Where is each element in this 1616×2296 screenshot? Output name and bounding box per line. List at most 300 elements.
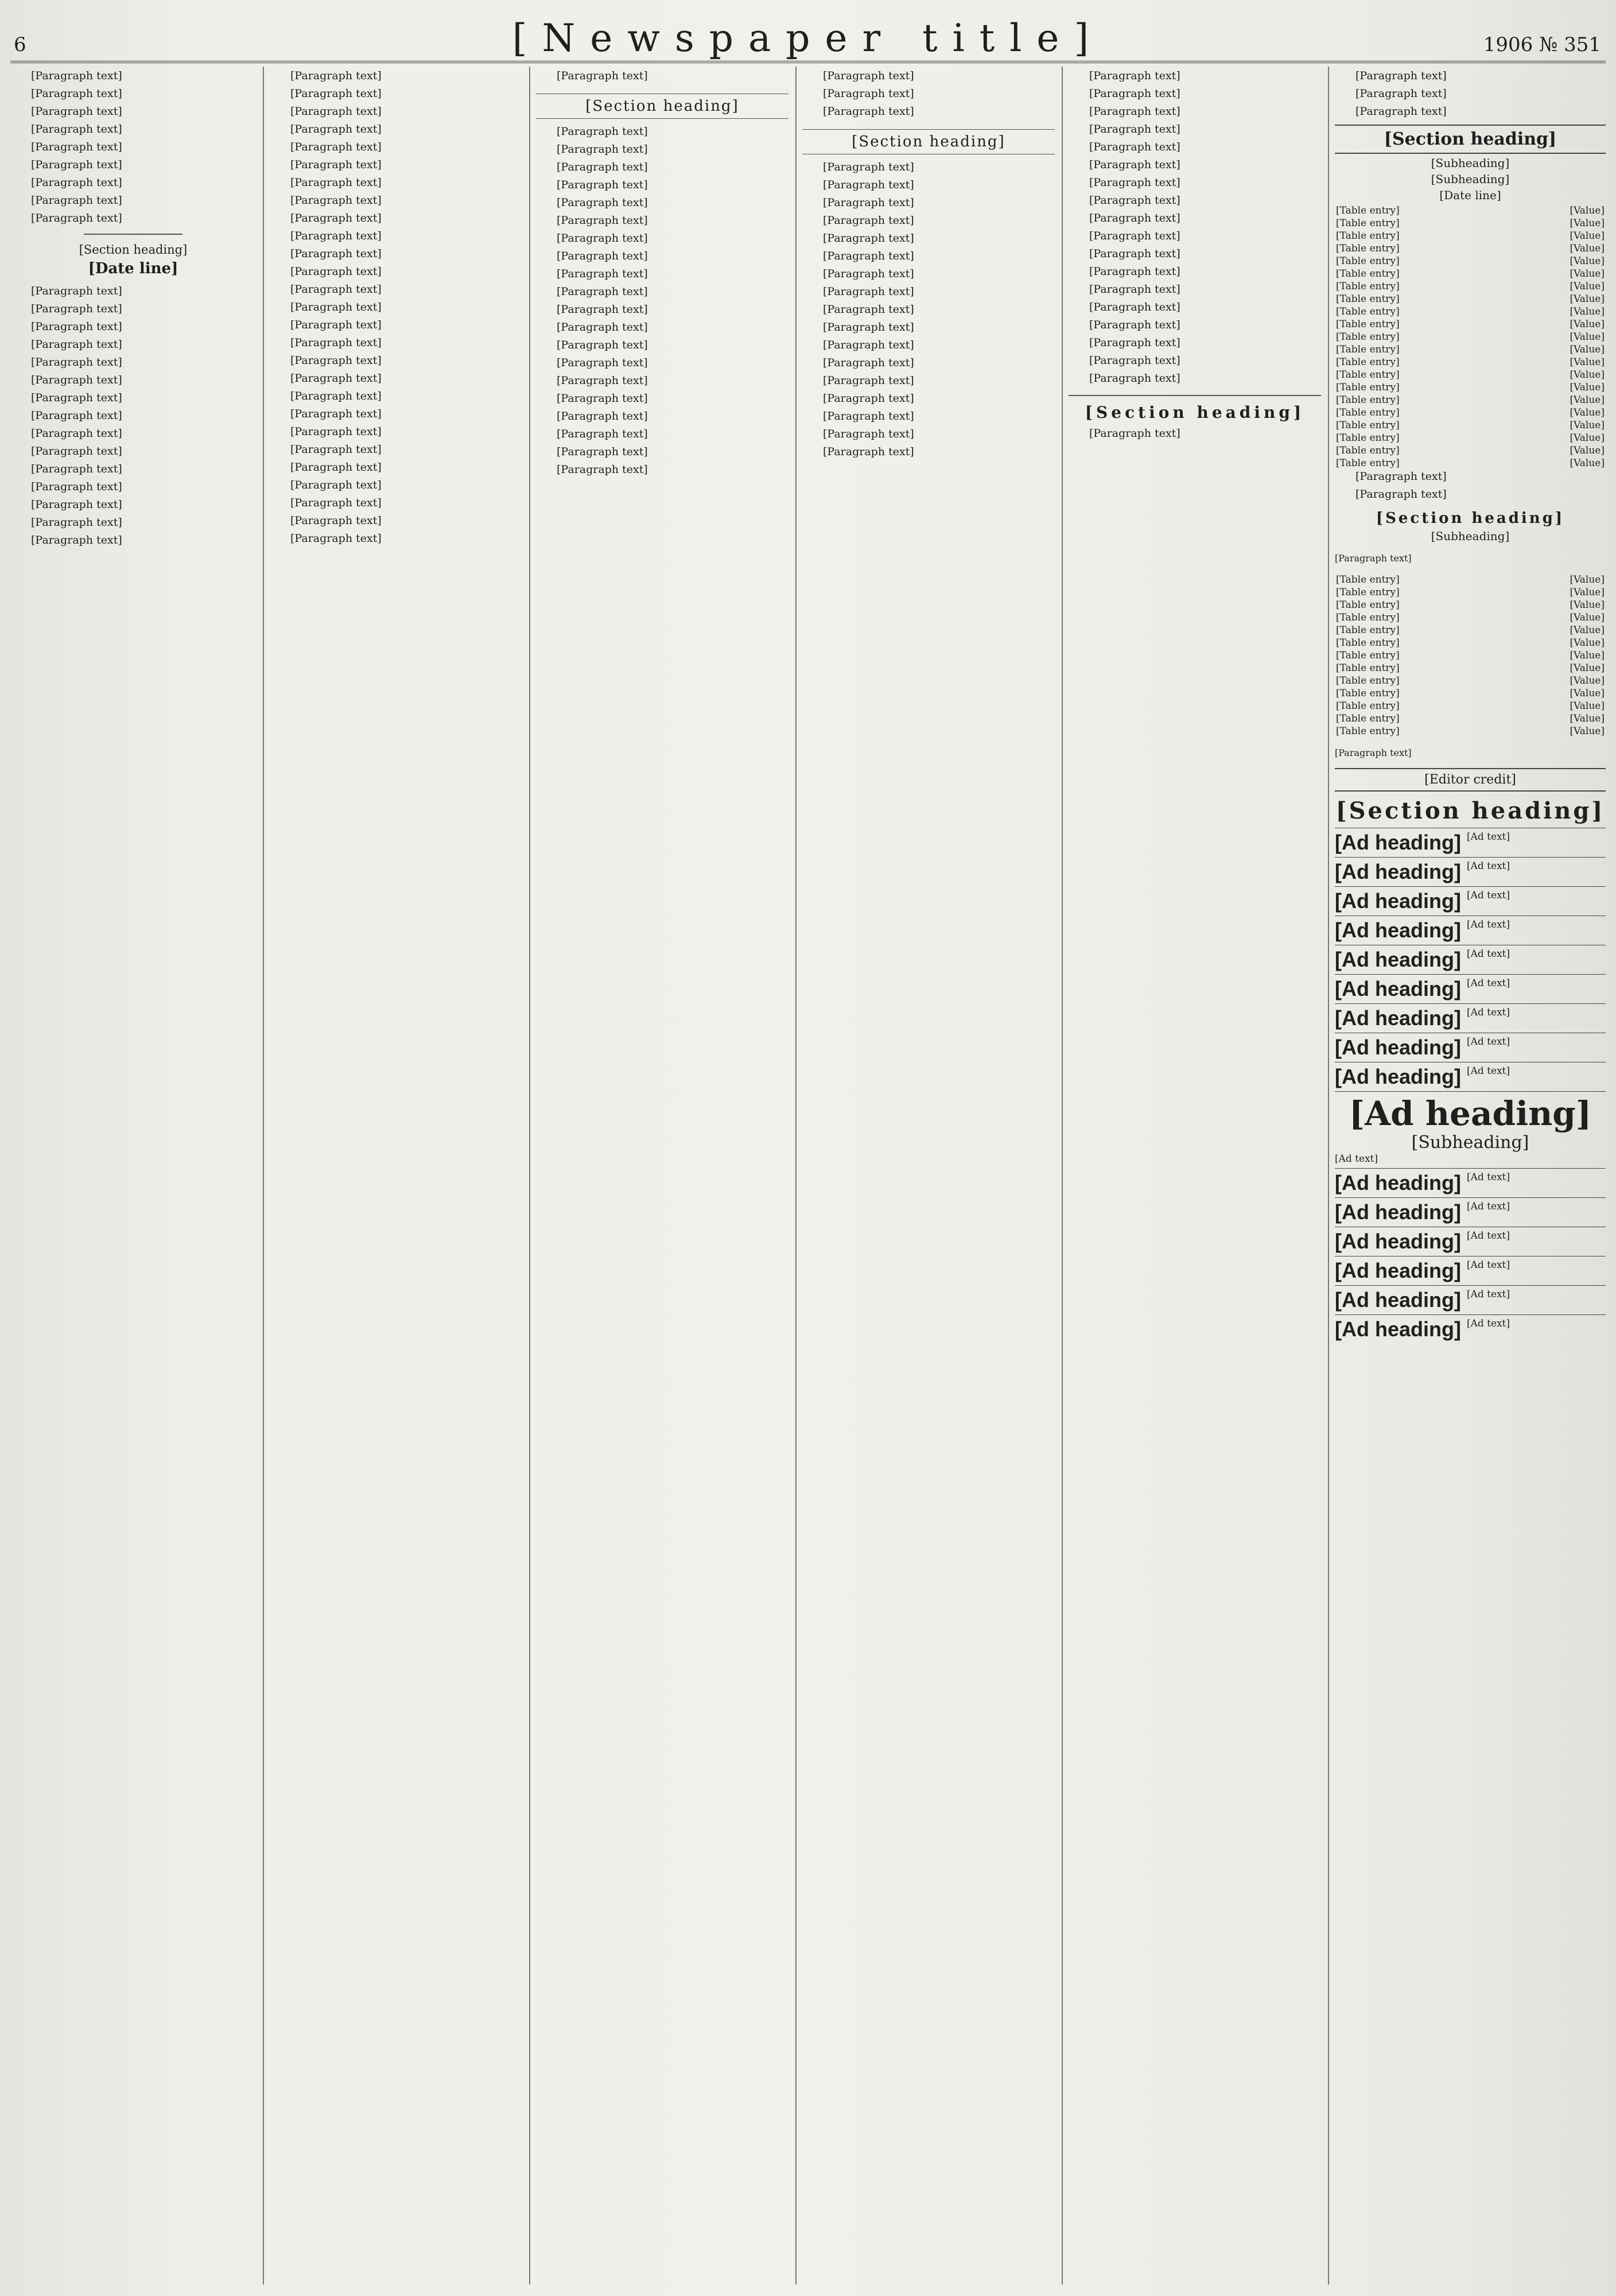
ad-heading: [Ad heading] — [1335, 948, 1461, 971]
article-paragraph: [Paragraph text] — [290, 497, 382, 509]
article-paragraph: [Paragraph text] — [290, 408, 382, 420]
ad-text: [Ad text] — [1466, 1318, 1510, 1329]
column-5 — [1069, 69, 1321, 2285]
exchange-table — [1335, 204, 1606, 470]
editor-credit: [Editor credit] — [1335, 768, 1606, 792]
article-paragraph: [Paragraph text] — [823, 303, 914, 316]
classified-ad — [1335, 1227, 1606, 1256]
weather-parameter: [Table entry] — [1336, 637, 1400, 649]
article-paragraph: [Paragraph text] — [1355, 87, 1447, 100]
security-quote: [Value] — [1570, 281, 1605, 292]
classified-ad — [1335, 1314, 1606, 1344]
article-paragraph: [Paragraph text] — [823, 179, 914, 191]
security-quote: [Value] — [1570, 344, 1605, 355]
article-paragraph: [Paragraph text] — [557, 161, 648, 173]
table-row — [1335, 267, 1606, 280]
weather-parameter: [Table entry] — [1336, 713, 1400, 724]
weather-values: [Value] — [1570, 688, 1605, 699]
article-paragraph: [Paragraph text] — [557, 463, 648, 476]
article-paragraph: [Paragraph text] — [31, 480, 122, 493]
table-row — [1335, 624, 1606, 637]
article-paragraph: [Paragraph text] — [31, 158, 122, 171]
ad-text: [Ad text] — [1466, 890, 1510, 901]
article-paragraph: [Paragraph text] — [31, 212, 122, 224]
table-row — [1335, 662, 1606, 674]
security-quote: [Value] — [1570, 432, 1605, 444]
security-name: [Table entry] — [1336, 445, 1400, 456]
ad-text: [Ad text] — [1466, 1289, 1510, 1300]
article-paragraph: [Paragraph text] — [557, 321, 648, 333]
article-paragraph: [Paragraph text] — [557, 214, 648, 227]
article-paragraph: [Paragraph text] — [557, 356, 648, 369]
security-quote: [Value] — [1570, 407, 1605, 418]
article-paragraph: [Paragraph text] — [1089, 354, 1180, 367]
security-quote: [Value] — [1570, 382, 1605, 393]
article-paragraph: [Paragraph text] — [557, 267, 648, 280]
classified-ad — [1335, 974, 1606, 1003]
rent-ad-text: [Ad text] — [1335, 1153, 1378, 1165]
security-name: [Table entry] — [1336, 281, 1400, 292]
article-paragraph: [Paragraph text] — [290, 176, 382, 189]
article-paragraph: [Paragraph text] — [1089, 212, 1180, 224]
ad-heading: [Ad heading] — [1335, 860, 1461, 883]
weather-values: [Value] — [1570, 599, 1605, 611]
classified-ad — [1335, 828, 1606, 857]
article-paragraph: [Paragraph text] — [557, 339, 648, 351]
weather-values: [Value] — [1570, 675, 1605, 687]
table-row — [1335, 331, 1606, 343]
article-paragraph: [Paragraph text] — [290, 514, 382, 527]
article-paragraph: [Paragraph text] — [823, 214, 914, 227]
article-paragraph: [Paragraph text] — [31, 338, 122, 351]
classified-ad — [1335, 1168, 1606, 1197]
table-row — [1335, 255, 1606, 267]
article-paragraph: [Paragraph text] — [290, 532, 382, 545]
classified-ad — [1335, 886, 1606, 916]
article-paragraph: [Paragraph text] — [31, 69, 122, 82]
column-rule — [1062, 67, 1063, 2285]
article-paragraph: [Paragraph text] — [31, 87, 122, 100]
weather-values: [Value] — [1570, 662, 1605, 674]
table-row — [1335, 356, 1606, 369]
issue-number: 1906 № 351 — [1483, 33, 1601, 56]
article-paragraph: [Paragraph text] — [31, 141, 122, 153]
weather-values: [Value] — [1570, 637, 1605, 649]
security-quote: [Value] — [1570, 230, 1605, 242]
article-paragraph: [Paragraph text] — [1355, 105, 1447, 118]
weather-values: [Value] — [1570, 587, 1605, 598]
security-name: [Table entry] — [1336, 230, 1400, 242]
security-name: [Table entry] — [1336, 432, 1400, 444]
article-paragraph: [Paragraph text] — [557, 285, 648, 298]
reference-subtitle: [Subheading] — [1431, 156, 1510, 170]
article-paragraph: [Paragraph text] — [290, 372, 382, 385]
table-row — [1335, 230, 1606, 242]
security-quote: [Value] — [1570, 457, 1605, 469]
security-name: [Table entry] — [1336, 394, 1400, 406]
article-paragraph: [Paragraph text] — [290, 194, 382, 207]
article-paragraph: [Paragraph text] — [1089, 123, 1180, 135]
reference-title: [Section heading] — [1335, 125, 1606, 154]
security-quote: [Value] — [1570, 356, 1605, 368]
article-paragraph: [Paragraph text] — [290, 158, 382, 171]
column-rule — [1328, 67, 1329, 2285]
article-paragraph: [Paragraph text] — [1089, 319, 1180, 331]
ad-heading: [Ad heading] — [1335, 1065, 1461, 1088]
ad-heading: [Ad heading] — [1335, 1006, 1461, 1030]
article-paragraph: [Paragraph text] — [31, 498, 122, 511]
column-3 — [536, 69, 788, 2285]
classified-ad — [1335, 1003, 1606, 1033]
article-paragraph: [Paragraph text] — [823, 285, 914, 298]
article-paragraph: [Paragraph text] — [290, 301, 382, 313]
classified-ad — [1335, 1033, 1606, 1062]
ad-text: [Ad text] — [1466, 978, 1510, 989]
security-name: [Table entry] — [1336, 407, 1400, 418]
security-quote: [Value] — [1570, 306, 1605, 317]
ad-text: [Ad text] — [1466, 948, 1510, 960]
weather-values: [Value] — [1570, 650, 1605, 661]
security-name: [Table entry] — [1336, 218, 1400, 229]
security-name: [Table entry] — [1336, 243, 1400, 254]
security-quote: [Value] — [1570, 319, 1605, 330]
table-row — [1335, 674, 1606, 687]
weather-parameter: [Table entry] — [1336, 688, 1400, 699]
security-quote: [Value] — [1570, 394, 1605, 406]
table-row — [1335, 444, 1606, 457]
article-paragraph: [Paragraph text] — [31, 176, 122, 189]
ad-heading: [Ad heading] — [1335, 1317, 1461, 1341]
ad-heading: [Ad heading] — [1335, 1200, 1461, 1224]
ad-heading: [Ad heading] — [1335, 831, 1461, 854]
security-quote: [Value] — [1570, 243, 1605, 254]
security-quote: [Value] — [1570, 369, 1605, 381]
ad-text: [Ad text] — [1466, 1201, 1510, 1212]
article-paragraph: [Paragraph text] — [557, 232, 648, 245]
table-row — [1335, 712, 1606, 725]
ad-heading: [Ad heading] — [1335, 918, 1461, 942]
classified-ad — [1335, 1285, 1606, 1314]
reference-date: [Date line] — [1439, 188, 1501, 202]
ad-heading: [Ad heading] — [1335, 1171, 1461, 1194]
weather-parameter: [Table entry] — [1336, 612, 1400, 623]
article-paragraph: [Paragraph text] — [1089, 427, 1180, 440]
article-paragraph: [Paragraph text] — [557, 374, 648, 387]
classified-ad — [1335, 1062, 1606, 1091]
article-paragraph: [Paragraph text] — [823, 232, 914, 245]
article-paragraph: [Paragraph text] — [290, 105, 382, 118]
security-name: [Table entry] — [1336, 293, 1400, 305]
weather-parameter: [Table entry] — [1336, 599, 1400, 611]
bulletin-subtitle: [Subheading] — [1431, 529, 1510, 543]
security-name: [Table entry] — [1336, 420, 1400, 431]
article-paragraph: [Paragraph text] — [290, 87, 382, 100]
security-name: [Table entry] — [1336, 382, 1400, 393]
article-paragraph: [Paragraph text] — [557, 303, 648, 316]
article-paragraph: [Paragraph text] — [823, 374, 914, 387]
security-name: [Table entry] — [1336, 369, 1400, 381]
article-paragraph: [Paragraph text] — [557, 428, 648, 440]
article-paragraph: [Paragraph text] — [1089, 283, 1180, 296]
table-row — [1335, 725, 1606, 738]
article-paragraph: [Paragraph text] — [823, 339, 914, 351]
article-paragraph: [Paragraph text] — [31, 320, 122, 333]
article-paragraph: [Paragraph text] — [290, 336, 382, 349]
article-paragraph: [Paragraph text] — [290, 212, 382, 224]
article-paragraph: [Paragraph text] — [290, 247, 382, 260]
table-row — [1335, 599, 1606, 611]
article-paragraph: [Paragraph text] — [290, 265, 382, 278]
security-name: [Table entry] — [1336, 356, 1400, 368]
article-paragraph: [Paragraph text] — [557, 196, 648, 209]
weather-parameter: [Table entry] — [1336, 726, 1400, 737]
article-paragraph: [Paragraph text] — [290, 319, 382, 331]
classified-ad — [1335, 916, 1606, 945]
table-row — [1335, 343, 1606, 356]
weather-values: [Value] — [1570, 700, 1605, 712]
ad-text: [Ad text] — [1466, 1036, 1510, 1048]
article-paragraph: [Paragraph text] — [557, 410, 648, 422]
table-row — [1335, 637, 1606, 649]
article-paragraph: [Paragraph text] — [557, 250, 648, 262]
article-paragraph: [Paragraph text] — [823, 267, 914, 280]
security-name: [Table entry] — [1336, 344, 1400, 355]
article-paragraph: [Paragraph text] — [290, 69, 382, 82]
table-row — [1335, 204, 1606, 217]
article-paragraph: [Paragraph text] — [1089, 69, 1180, 82]
column-rule — [529, 67, 530, 2285]
column-4 — [802, 69, 1055, 2285]
ad-text: [Ad text] — [1466, 860, 1510, 872]
section-heading: [Section heading] — [79, 243, 188, 257]
article-paragraph: [Paragraph text] — [557, 69, 648, 82]
column-1 — [10, 69, 256, 2285]
article-paragraph: [Paragraph text] — [31, 194, 122, 207]
article-paragraph: [Paragraph text] — [823, 356, 914, 369]
ad-text: [Ad text] — [1466, 1065, 1510, 1077]
column-6 — [1335, 69, 1606, 2285]
security-name: [Table entry] — [1336, 255, 1400, 267]
ad-text: [Ad text] — [1466, 919, 1510, 930]
weather-values: [Value] — [1570, 713, 1605, 724]
article-paragraph: [Paragraph text] — [823, 196, 914, 209]
article-paragraph: [Paragraph text] — [1089, 141, 1180, 153]
security-name: [Table entry] — [1336, 306, 1400, 317]
article-paragraph: [Paragraph text] — [823, 87, 914, 100]
divider — [84, 234, 182, 235]
article-paragraph: [Paragraph text] — [1089, 247, 1180, 260]
table-row — [1335, 217, 1606, 230]
table-row — [1335, 394, 1606, 406]
article-paragraph: [Paragraph text] — [31, 463, 122, 475]
ads-heading: [Section heading] — [1335, 797, 1605, 824]
article-paragraph: [Paragraph text] — [31, 374, 122, 386]
ad-heading: [Ad heading] — [1335, 1288, 1461, 1312]
article-paragraph: [Paragraph text] — [1089, 265, 1180, 278]
article-paragraph: [Paragraph text] — [823, 69, 914, 82]
weather-text: [Paragraph text] — [1335, 553, 1412, 564]
ad-text: [Ad text] — [1466, 1007, 1510, 1018]
article-paragraph: [Paragraph text] — [1089, 336, 1180, 349]
weather-summary: [Paragraph text] — [1335, 747, 1412, 758]
weather-values: [Value] — [1570, 726, 1605, 737]
ad-heading: [Ad heading] — [1335, 1035, 1461, 1059]
article-paragraph: [Paragraph text] — [1089, 158, 1180, 171]
article-paragraph: [Paragraph text] — [290, 443, 382, 456]
security-name: [Table entry] — [1336, 457, 1400, 469]
weather-parameter: [Table entry] — [1336, 574, 1400, 585]
table-row — [1335, 419, 1606, 432]
security-name: [Table entry] — [1336, 319, 1400, 330]
rent-ad — [1335, 1091, 1606, 1168]
article-paragraph: [Paragraph text] — [823, 250, 914, 262]
weather-parameter: [Table entry] — [1336, 587, 1400, 598]
column-rule — [795, 67, 797, 2285]
telegrams-note: [Paragraph text] — [1355, 488, 1447, 501]
security-quote: [Value] — [1570, 205, 1605, 216]
table-row — [1335, 280, 1606, 293]
security-quote: [Value] — [1570, 331, 1605, 343]
section-heading: [Section heading] — [802, 129, 1055, 154]
article-paragraph: [Paragraph text] — [290, 123, 382, 135]
reference-agency: [Subheading] — [1431, 172, 1510, 186]
table-row — [1335, 381, 1606, 394]
article-paragraph: [Paragraph text] — [290, 230, 382, 242]
section-heading: [Section heading] — [1069, 395, 1321, 422]
article-paragraph: [Paragraph text] — [557, 392, 648, 405]
article-paragraph: [Paragraph text] — [823, 161, 914, 173]
article-paragraph: [Paragraph text] — [1089, 105, 1180, 118]
article-paragraph: [Paragraph text] — [31, 409, 122, 422]
section-date: [Date line] — [88, 260, 178, 277]
table-row — [1335, 649, 1606, 662]
article-paragraph: [Paragraph text] — [1089, 194, 1180, 207]
table-row — [1335, 318, 1606, 331]
weather-table — [1335, 573, 1606, 738]
security-quote: [Value] — [1570, 268, 1605, 280]
article-paragraph: [Paragraph text] — [823, 410, 914, 422]
ad-text: [Ad text] — [1466, 831, 1510, 843]
weather-parameter: [Table entry] — [1336, 662, 1400, 674]
ad-heading: [Ad heading] — [1335, 977, 1461, 1000]
ad-heading: [Ad heading] — [1335, 1230, 1461, 1253]
article-paragraph: [Paragraph text] — [31, 123, 122, 135]
table-row — [1335, 406, 1606, 419]
rent-ad-headline: [Ad heading] — [1349, 1094, 1592, 1133]
article-paragraph: [Paragraph text] — [823, 392, 914, 405]
weather-parameter: [Table entry] — [1336, 700, 1400, 712]
article-paragraph: [Paragraph text] — [557, 445, 648, 458]
security-name: [Table entry] — [1336, 268, 1400, 280]
article-paragraph: [Paragraph text] — [31, 516, 122, 529]
rent-ad-line: [Subheading] — [1411, 1133, 1529, 1153]
security-quote: [Value] — [1570, 255, 1605, 267]
article-paragraph: [Paragraph text] — [31, 534, 122, 546]
article-paragraph: [Paragraph text] — [290, 461, 382, 474]
ad-text: [Ad text] — [1466, 1230, 1510, 1242]
section-heading: [Section heading] — [536, 94, 788, 119]
table-row — [1335, 586, 1606, 599]
weather-parameter: [Table entry] — [1336, 625, 1400, 636]
classified-ad — [1335, 1197, 1606, 1227]
table-row — [1335, 457, 1606, 470]
article-paragraph: [Paragraph text] — [31, 391, 122, 404]
security-name: [Table entry] — [1336, 331, 1400, 343]
newspaper-title: [Newspaper title] — [512, 16, 1104, 60]
article-paragraph: [Paragraph text] — [557, 125, 648, 138]
article-paragraph: [Paragraph text] — [823, 321, 914, 333]
column-rule — [263, 67, 264, 2285]
article-paragraph: [Paragraph text] — [290, 425, 382, 438]
page-number: 6 — [14, 33, 26, 56]
table-row — [1335, 573, 1606, 586]
article-paragraph: [Paragraph text] — [31, 285, 122, 297]
weather-parameter: [Table entry] — [1336, 675, 1400, 687]
table-row — [1335, 305, 1606, 318]
article-paragraph: [Paragraph text] — [1089, 176, 1180, 189]
column-2 — [270, 69, 522, 2285]
security-quote: [Value] — [1570, 445, 1605, 456]
table-row — [1335, 700, 1606, 712]
article-paragraph: [Paragraph text] — [1355, 69, 1447, 82]
table-row — [1335, 611, 1606, 624]
security-quote: [Value] — [1570, 218, 1605, 229]
article-paragraph: [Paragraph text] — [823, 428, 914, 440]
table-row — [1335, 369, 1606, 381]
article-paragraph: [Paragraph text] — [290, 141, 382, 153]
article-paragraph: [Paragraph text] — [823, 105, 914, 118]
ad-text: [Ad text] — [1466, 1259, 1510, 1271]
table-row — [1335, 242, 1606, 255]
table-row — [1335, 432, 1606, 444]
article-paragraph: [Paragraph text] — [290, 390, 382, 402]
security-quote: [Value] — [1570, 420, 1605, 431]
article-paragraph: [Paragraph text] — [557, 143, 648, 156]
article-paragraph: [Paragraph text] — [31, 445, 122, 457]
masthead — [10, 10, 1606, 63]
article-paragraph: [Paragraph text] — [31, 356, 122, 369]
bulletin-title: [Section heading] — [1376, 510, 1565, 527]
article-paragraph: [Paragraph text] — [1089, 301, 1180, 313]
article-paragraph: [Paragraph text] — [1089, 372, 1180, 385]
weather-values: [Value] — [1570, 625, 1605, 636]
classified-ad — [1335, 1256, 1606, 1285]
article-paragraph: [Paragraph text] — [557, 179, 648, 191]
security-name: [Table entry] — [1336, 205, 1400, 216]
table-row — [1335, 687, 1606, 700]
weather-values: [Value] — [1570, 612, 1605, 623]
article-paragraph: [Paragraph text] — [290, 283, 382, 296]
article-paragraph: [Paragraph text] — [823, 445, 914, 458]
ad-heading: [Ad heading] — [1335, 889, 1461, 913]
weather-values: [Value] — [1570, 574, 1605, 585]
ad-text: [Ad text] — [1466, 1172, 1510, 1183]
article-paragraph: [Paragraph text] — [31, 105, 122, 118]
classified-ad — [1335, 945, 1606, 974]
reference-note: [Paragraph text] — [1355, 470, 1447, 483]
article-paragraph: [Paragraph text] — [290, 354, 382, 367]
article-paragraph: [Paragraph text] — [31, 302, 122, 315]
table-row — [1335, 293, 1606, 305]
ad-heading: [Ad heading] — [1335, 1259, 1461, 1282]
weather-parameter: [Table entry] — [1336, 650, 1400, 661]
classified-ad — [1335, 857, 1606, 886]
article-paragraph: [Paragraph text] — [31, 427, 122, 440]
security-quote: [Value] — [1570, 293, 1605, 305]
article-paragraph: [Paragraph text] — [1089, 87, 1180, 100]
article-paragraph: [Paragraph text] — [290, 479, 382, 491]
article-paragraph: [Paragraph text] — [1089, 230, 1180, 242]
